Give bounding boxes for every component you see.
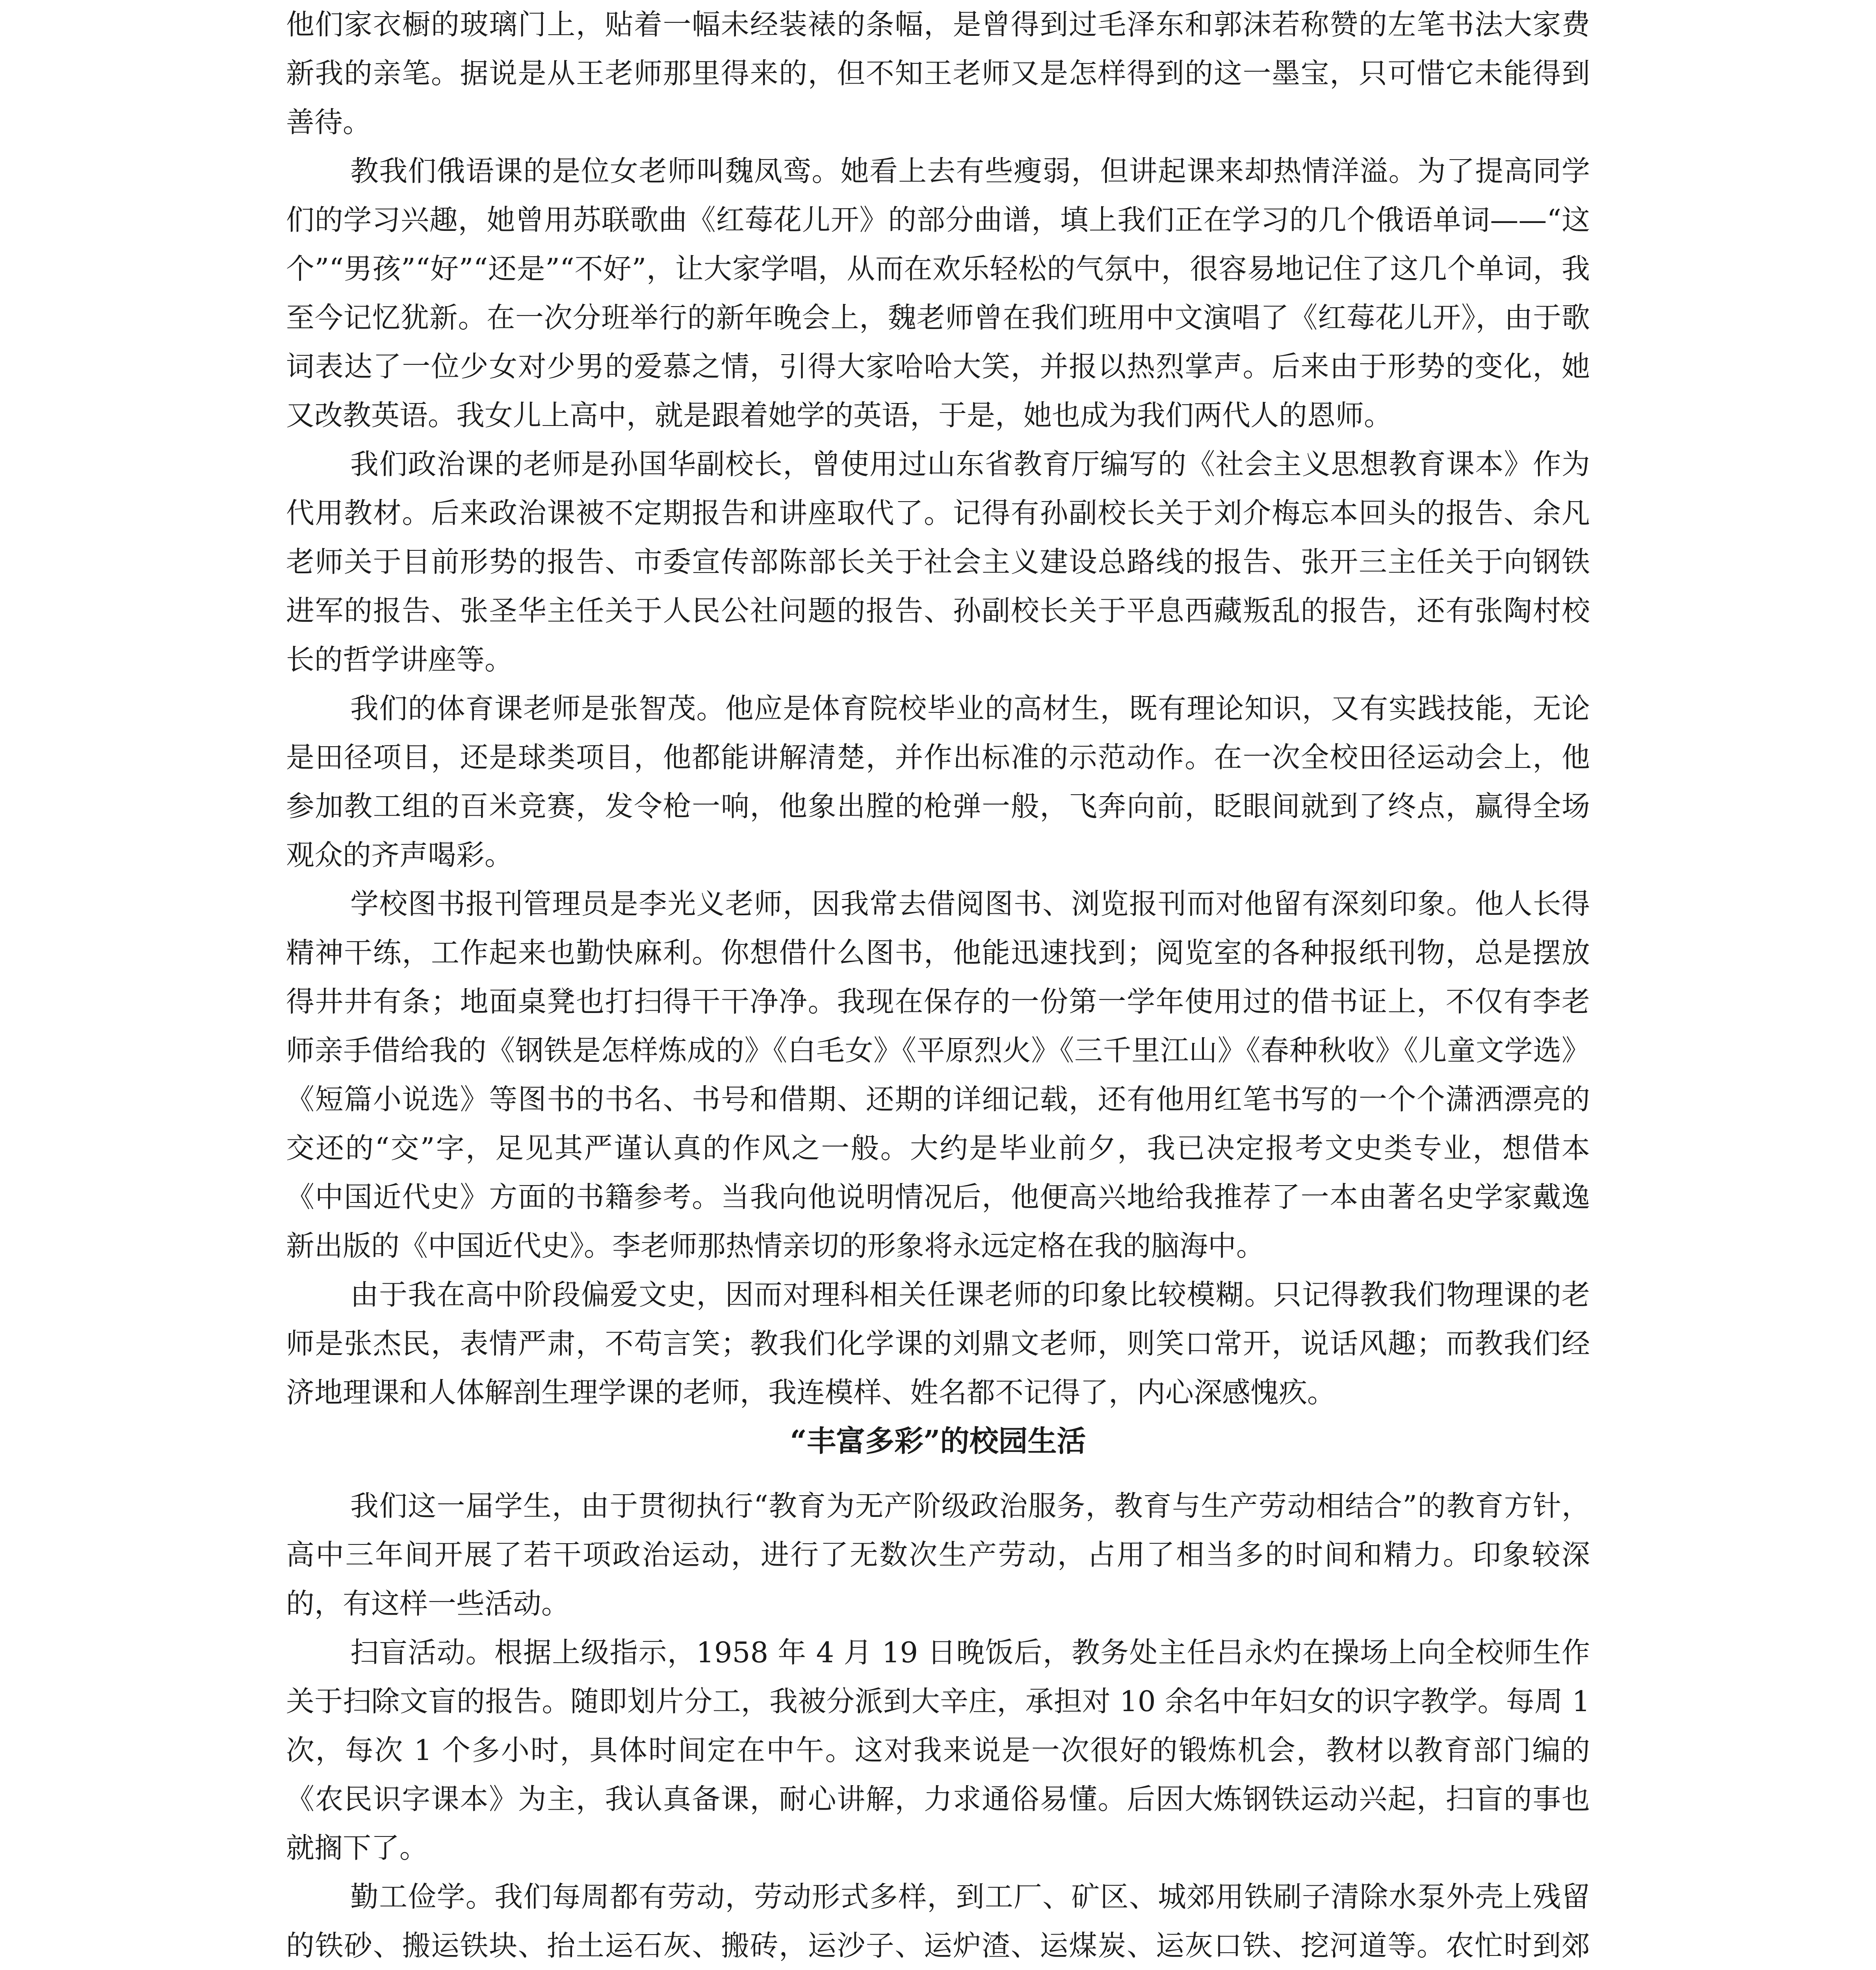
paragraph: 我们这一届学生，由于贯彻执行“教育为无产阶级政治服务，教育与生产劳动相结合”的教育方针，高中三年间开展了若干项政治运动，进行了无数次生产劳动，占用了相当多的时间和精力。印象较深的，有这样一些活动。 (286, 1489, 1590, 1620)
paragraph: 他们家衣橱的玻璃门上，贴着一幅未经装裱的条幅，是曾得到过毛泽东和郭沫若称赞的左笔书法大家费新我的亲笔。据说是从王老师那里得来的，但不知王老师又是怎样得到的这一墨宝，只可惜它未能得到善待。 (286, 8, 1590, 139)
paragraph: 勤工俭学。我们每周都有劳动，劳动形式多样，到工厂、矿区、城郊用铁刷子清除水泵外壳上残留的铁砂、搬运铁块、抬土运石灰、搬砖，运沙子、运炉渣、运煤炭、运灰口铁、挖河道等。农忙时到郊 (286, 1880, 1590, 1962)
paragraph: 教我们俄语课的是位女老师叫魏凤鸾。她看上去有些瘦弱，但讲起课来却热情洋溢。为了提高同学们的学习兴趣，她曾用苏联歌曲《红莓花儿开》的部分曲谱，填上我们正在学习的几个俄语单词——“这个”“男孩”“好”“还是”“不好”，让大家学唱，从而在欢乐轻松的气氛中，很容易地记住了这几个单词，我至今记忆犹新。在一次分班举行的新年晚会上，魏老师曾在我们班用中文演唱了《红莓花儿开》，由于歌词表达了一位少女对少男的爱慕之情，引得大家哈哈大笑，并报以热烈掌声。后来由于形势的变化，她又改教英语。我女儿上高中，就是跟着她学的英语，于是，她也成为我们两代人的恩师。 (286, 154, 1590, 432)
document-page (286, 0, 1590, 1970)
body-section-after (286, 1481, 1590, 1970)
paragraph: 我们的体育课老师是张智茂。他应是体育院校毕业的高材生，既有理论知识，又有实践技能，无论是田径项目，还是球类项目，他都能讲解清楚，并作出标准的示范动作。在一次全校田径运动会上，他参加教工组的百米竞赛，发令枪一响，他象出膛的枪弹一般，飞奔向前，眨眼间就到了终点，赢得全场观众的齐声喝彩。 (286, 692, 1590, 872)
paragraph: 扫盲活动。根据上级指示，1958 年 4 月 19 日晚饭后，教务处主任吕永灼在操场上向全校师生作关于扫除文盲的报告。随即划片分工，我被分派到大辛庄，承担对 10 余名中年妇女的识字教学。每周 1 次，每次 1 个多小时，具体时间定在中午。这对我来说是一次很好的锻炼机会，教材以教育部门编的《农民识字课本》为主，我认真备课，耐心讲解，力求通俗易懂。后因大炼钢铁运动兴起，扫盲的事也就搁下了。 (286, 1636, 1590, 1864)
paragraph: 由于我在高中阶段偏爱文史，因而对理科相关任课老师的印象比较模糊。只记得教我们物理课的老师是张杰民，表情严肃，不苟言笑；教我们化学课的刘鼎文老师，则笑口常开，说话风趣；而教我们经济地理课和人体解剖生理学课的老师，我连模样、姓名都不记得了，内心深感愧疚。 (286, 1278, 1590, 1409)
body-section-before (286, 0, 1590, 1417)
paragraph: 我们政治课的老师是孙国华副校长，曾使用过山东省教育厅编写的《社会主义思想教育课本》作为代用教材。后来政治课被不定期报告和讲座取代了。记得有孙副校长关于刘介梅忘本回头的报告、余凡老师关于目前形势的报告、市委宣传部陈部长关于社会主义建设总路线的报告、张开三主任关于向钢铁进军的报告、张圣华主任关于人民公社问题的报告、孙副校长关于平息西藏叛乱的报告，还有张陶村校长的哲学讲座等。 (286, 448, 1590, 676)
section-heading: “丰富多彩”的校园生活 (790, 1424, 1086, 1458)
paragraph: 学校图书报刊管理员是李光义老师，因我常去借阅图书、浏览报刊而对他留有深刻印象。他人长得精神干练，工作起来也勤快麻利。你想借什么图书，他能迅速找到；阅览室的各种报纸刊物，总是摆放得井井有条；地面桌凳也打扫得干干净净。我现在保存的一份第一学年使用过的借书证上，不仅有李老师亲手借给我的《钢铁是怎样炼成的》《白毛女》《平原烈火》《三千里江山》《春种秋收》《儿童文学选》《短篇小说选》等图书的书名、书号和借期、还期的详细记载，还有他用红笔书写的一个个潇洒漂亮的交还的“交”字，足见其严谨认真的作风之一般。大约是毕业前夕，我已决定报考文史类专业，想借本《中国近代史》方面的书籍参考。当我向他说明情况后，他便高兴地给我推荐了一本由著名史学家戴逸新出版的《中国近代史》。李老师那热情亲切的形象将永远定格在我的脑海中。 (286, 887, 1590, 1262)
